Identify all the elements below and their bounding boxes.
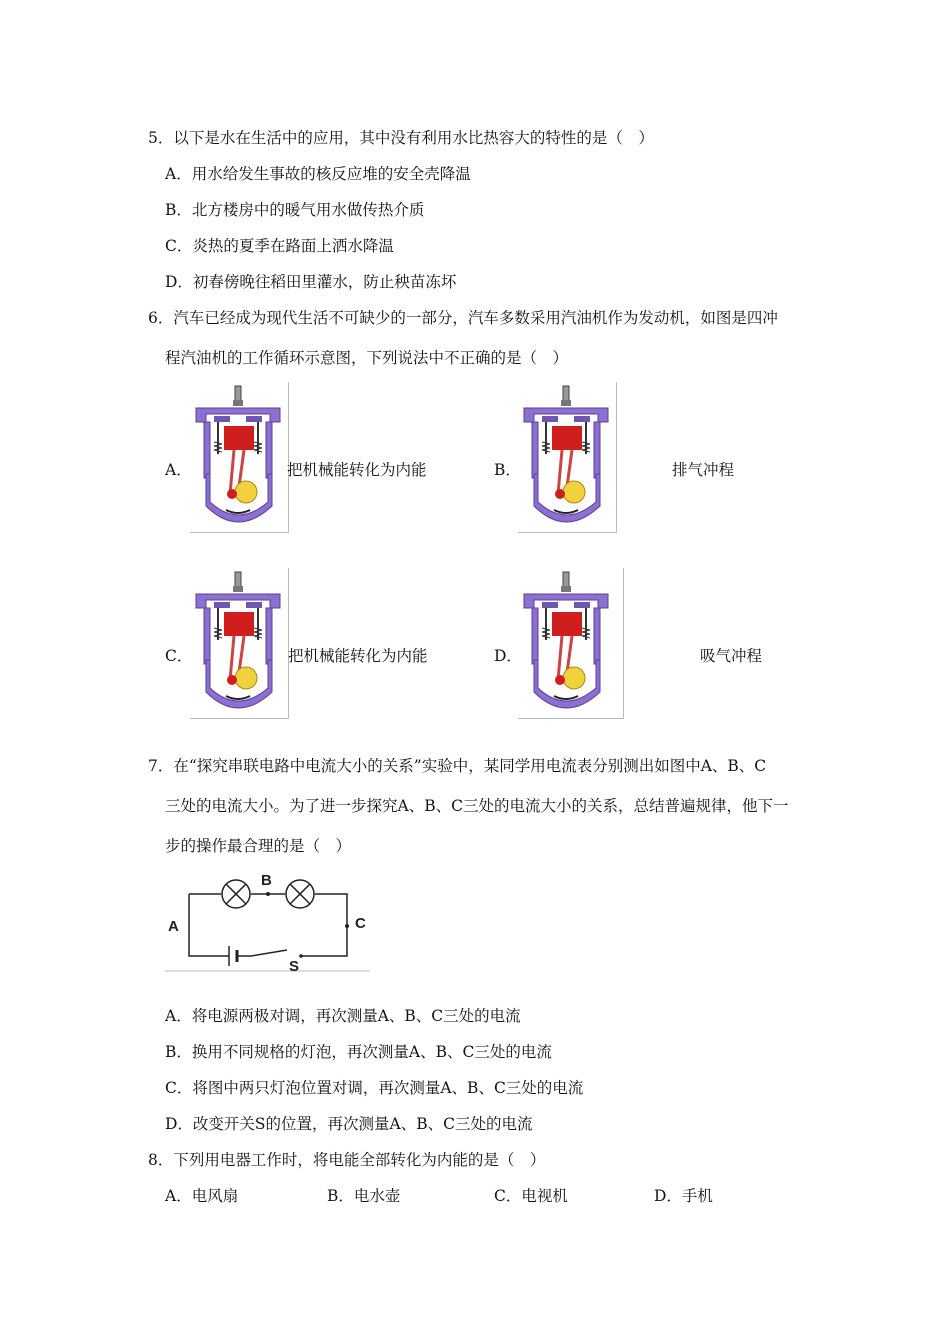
label-a: A xyxy=(168,918,179,935)
q6-option-d-letter: D． xyxy=(494,647,522,665)
q6-option-a-text: 把机械能转化为内能 xyxy=(287,461,427,479)
node-c xyxy=(345,924,349,928)
q8-stem: 8．下列用电器工作时，将电能全部转化为内能的是（ ） xyxy=(148,1151,546,1169)
engine-diagram-d xyxy=(518,568,624,719)
q6-option-c-letter: C． xyxy=(165,647,193,665)
q7-option-c: C．将图中两只灯泡位置对调，再次测量A、B、C三处的电流 xyxy=(165,1079,584,1097)
q7-option-a: A．将电源两极对调，再次测量A、B、C三处的电流 xyxy=(165,1007,521,1025)
q6-option-b-text: 排气冲程 xyxy=(672,461,735,479)
q5-option-a: A．用水给发生事故的核反应堆的安全壳降温 xyxy=(165,165,471,183)
q5-stem: 5．以下是水在生活中的应用，其中没有利用水比热容大的特性的是（ ） xyxy=(148,129,654,147)
q6-option-d-text: 吸气冲程 xyxy=(700,647,763,665)
engine-diagram-b xyxy=(518,382,617,533)
engine-diagram-a xyxy=(190,382,289,533)
q5-option-c: C．炎热的夏季在路面上洒水降温 xyxy=(165,237,394,255)
q7-option-b: B．换用不同规格的灯泡，再次测量A、B、C三处的电流 xyxy=(165,1043,552,1061)
q6-stem-line1: 6．汽车已经成为现代生活不可缺少的一部分，汽车多数采用汽油机作为发动机，如图是四冲 xyxy=(148,309,778,327)
q7-stem-line2: 三处的电流大小。为了进一步探究A、B、C三处的电流大小的关系，总结普遍规律，他下一 xyxy=(165,797,789,815)
switch xyxy=(299,954,303,958)
engine-diagram-c xyxy=(190,568,289,719)
q8-option-b: B．电水壶 xyxy=(327,1187,401,1205)
label-s: S xyxy=(289,958,300,973)
label-b: B xyxy=(261,872,272,889)
q7-option-d: D．改变开关S的位置，再次测量A、B、C三处的电流 xyxy=(165,1115,533,1133)
q5-option-d: D．初春傍晚往稻田里灌水，防止秧苗冻坏 xyxy=(165,273,457,291)
q6-option-a-letter: A． xyxy=(165,461,192,479)
q5-option-b: B．北方楼房中的暖气用水做传热介质 xyxy=(165,201,425,219)
label-c: C xyxy=(355,915,366,932)
q6-stem-line2: 程汽油机的工作循环示意图，下列说法中不正确的是（ ） xyxy=(165,349,569,367)
q6-option-b-letter: B． xyxy=(494,461,521,479)
q7-stem-line1: 7．在“探究串联电路中电流大小的关系”实验中，某同学用电流表分别测出如图中A、B、C xyxy=(148,757,767,775)
series-circuit-diagram xyxy=(165,868,370,973)
q6-option-c-text: 把机械能转化为内能 xyxy=(288,647,428,665)
q8-option-c: C．电视机 xyxy=(494,1187,568,1205)
q8-option-a: A．电风扇 xyxy=(165,1187,239,1205)
node-b xyxy=(266,892,270,896)
q7-stem-line3: 步的操作最合理的是（ ） xyxy=(165,837,352,855)
q8-option-d: D．手机 xyxy=(654,1187,713,1205)
